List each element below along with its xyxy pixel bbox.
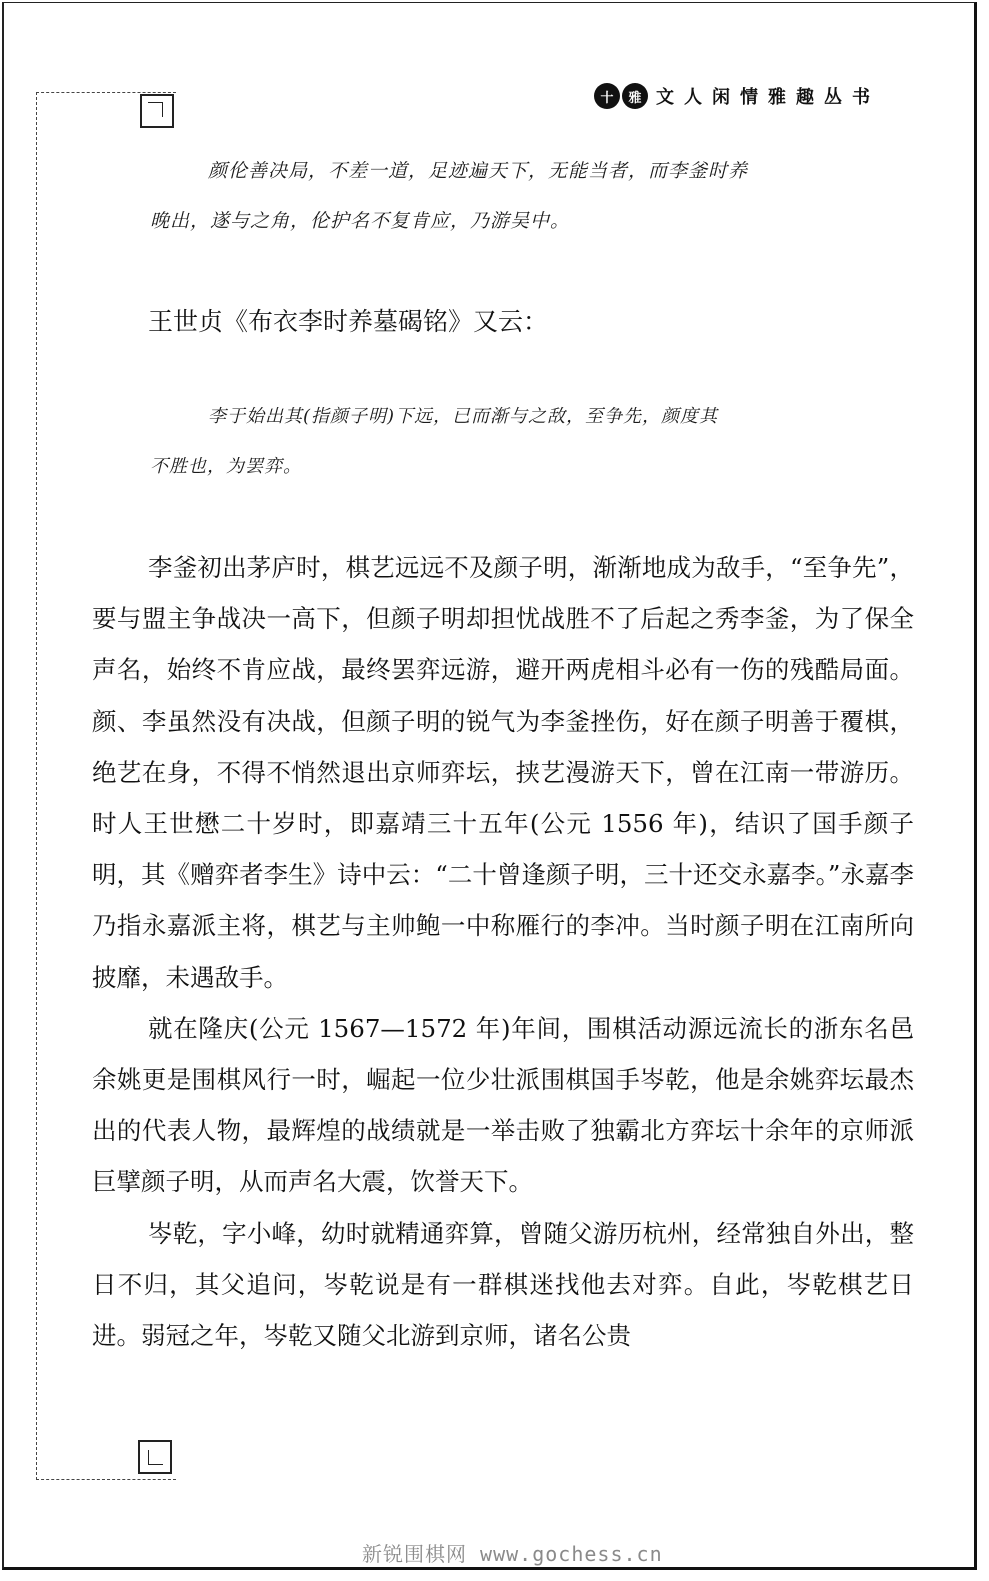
intro-sentence: 王世贞《布衣李时养墓碣铭》又云：	[148, 307, 549, 336]
quote-line: 不胜也，为罢弈。	[150, 456, 302, 477]
paragraph: 李釜初出茅庐时，棋艺远远不及颜子明，渐渐地成为敌手，“至争先”，要与盟主争战决一高下，但颜子明却担忧战胜不了后起之秀李釜，为了保全声名，始终不肯应战，最终罢弈远游，避开两虎相斗必有一伤的残酷局面。颜、李虽然没有决战，但颜子明的锐气为李釜挫伤，好在颜子明善于覆棋，绝艺在身，不得不悄然退出京师弈坛，挟艺漫游天下，曾在江南一带游历。时人王世懋二十岁时，即嘉靖三十五年(公元 1556 年)，结识了国手颜子明，其《赠弈者李生》诗中云：“二十曾逢颜子明，三十还交永嘉李。”永嘉李乃指永嘉派主将，棋艺与主帅鲍一中称雁行的李冲。当时颜子明在江南所向披靡，未遇敌手。	[92, 553, 914, 992]
paragraph: 就在隆庆(公元 1567—1572 年)年间，围棋活动源远流长的浙东名邑余姚更是围棋风行一时，崛起一位少壮派围棋国手岑乾，他是余姚弈坛最杰出的代表人物，最辉煌的战绩就是一举击败了独霸北方弈坛十余年的京师派巨擘颜子明，从而声名大震，饮誉天下。	[92, 1013, 914, 1197]
block-quote	[150, 392, 870, 492]
quote-line: 李于始出其(指颜子明)下远，已而渐与之敌，至争先，颜度其	[208, 406, 719, 427]
quote-line: 颜伦善决局，不差一道，足迹遍天下，无能当者，而李釜时养	[208, 160, 749, 182]
watermark: 新锐围棋网 www.gochess.cn	[362, 1542, 663, 1566]
series-logo	[594, 83, 648, 109]
logo-char: 十	[600, 90, 614, 106]
quote-line: 晚出，遂与之角，伦护名不复肯应，乃游吴中。	[150, 210, 571, 232]
logo-char: 雅	[628, 90, 642, 106]
logo-circle-icon	[594, 83, 620, 109]
corner-fret-icon	[138, 1440, 172, 1474]
logo-circle-icon	[622, 83, 648, 109]
corner-fret-icon	[140, 94, 174, 128]
running-header	[594, 82, 880, 110]
series-title: 文人闲情雅趣丛书	[656, 87, 880, 108]
paragraph: 岑乾，字小峰，幼时就精通弈算，曾随父游历杭州，经常独自外出，整日不归，其父追问，岑乾说是有一群棋迷找他去对弈。自此，岑乾棋艺日进。弱冠之年，岑乾又随父北游到京师，诸名公贵	[92, 1218, 914, 1351]
body-text	[92, 542, 914, 1361]
block-quote	[150, 146, 870, 246]
